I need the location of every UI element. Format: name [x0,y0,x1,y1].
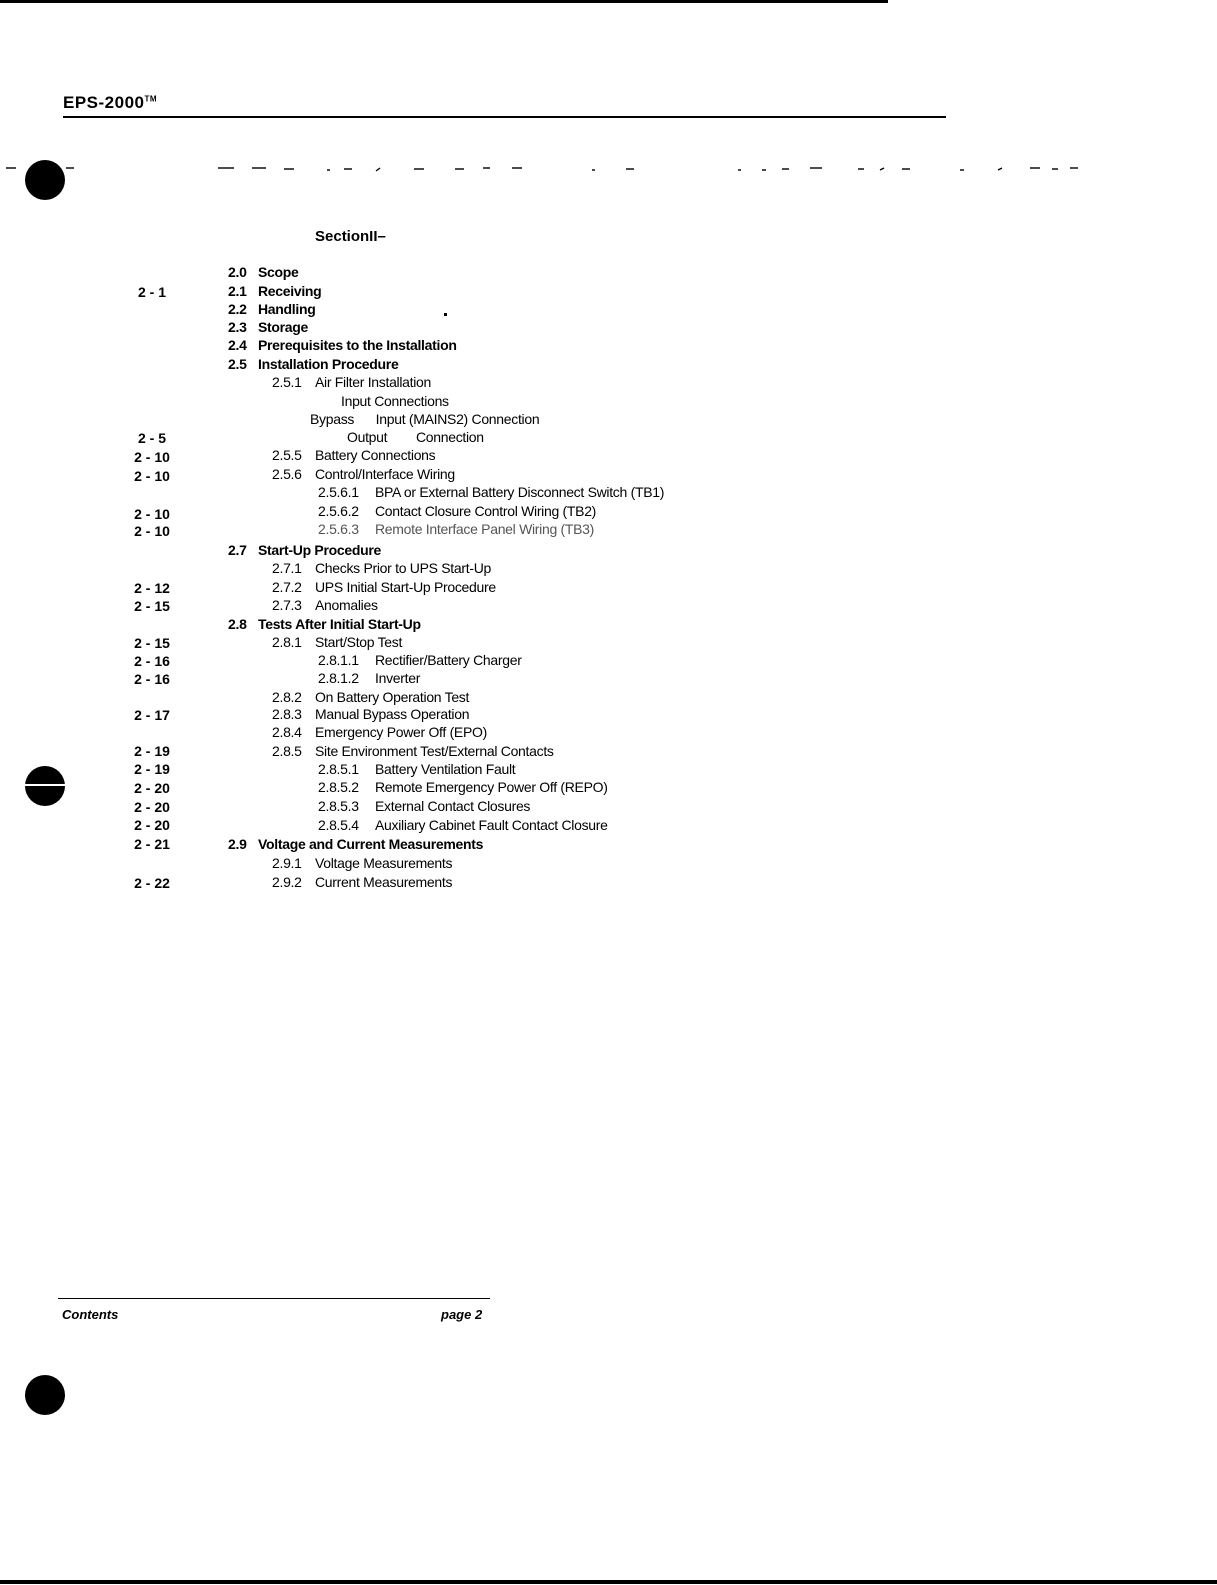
page-number: 2 - 10 [134,506,170,522]
page-number: 2 - 22 [134,875,170,891]
toc-entry: Input Connections [341,393,449,409]
trademark-mark: TM [144,94,158,104]
toc-entry: 2.3 Storage [228,319,309,335]
toc-entry: 2.7.3 Anomalies [272,597,378,613]
page-number: 2 - 20 [134,817,170,833]
document-title [63,93,157,113]
toc-entry: 2.8.5 Site Environment Test/External Contacts [272,743,554,759]
toc-entry: 2.8.1 Start/Stop Test [272,634,403,650]
toc-entry: 2.5.6 Control/Interface Wiring [272,466,455,482]
toc-entry: Output Connection [347,429,484,445]
toc-entry: 2.1 Receiving [228,283,322,299]
toc-entry: 2.8.2 On Battery Operation Test [272,689,470,705]
toc-entry: 2.5 Installation Procedure [228,356,399,372]
toc-entry: 2.5.6.3 Remote Interface Panel Wiring (TB3) [318,521,595,537]
toc-entry: 2.9 Voltage and Current Measurements [228,836,484,852]
page-number: 2 - 16 [134,671,170,687]
page-number: 2 - 5 [137,430,166,446]
toc-entry: 2.8 Tests After Initial Start-Up [228,616,421,632]
toc-entry: 2.7 Start-Up Procedure [228,542,381,558]
page-number: 2 - 20 [134,780,170,796]
toc-entry: 2.8.5.4 Auxiliary Cabinet Fault Contact Closure [318,817,608,833]
toc-entry: 2.5.1 Air Filter Installation [272,374,432,390]
toc-entry: 2.8.1.1 Rectifier/Battery Charger [318,652,522,668]
toc-entry: 2.8.1.2 Inverter [318,670,421,686]
page-number: 2 - 15 [134,598,170,614]
toc-entry: 2.0 Scope [228,264,299,280]
toc-entry: 2.8.4 Emergency Power Off (EPO) [272,724,487,740]
punch-hole-middle [25,766,65,806]
page-number: 2 - 10 [134,523,170,539]
page-number: 2 - 15 [134,635,170,651]
toc-entry: 2.4 Prerequisites to the Installation [228,337,457,353]
toc-entry: 2.2 Handling [228,301,316,317]
punch-hole-bottom [25,1375,65,1415]
page-number: 2 - 20 [134,799,170,815]
header-rule [63,116,946,118]
section-title: SectionII– [315,228,386,245]
toc-entry: 2.8.5.1 Battery Ventilation Fault [318,761,516,777]
toc-entry: 2.9.1 Voltage Measurements [272,855,453,871]
footer-section-label: Contents [62,1307,119,1322]
toc-entry: 2.8.5.2 Remote Emergency Power Off (REPO) [318,779,608,795]
page-number: 2 - 16 [134,653,170,669]
page-number: 2 - 21 [134,836,170,852]
top-rule [0,0,888,3]
scan-artifact-line [0,165,1217,175]
page-number: 2 - 12 [134,580,170,596]
page-number: 2 - 19 [134,743,170,759]
toc-entry: 2.9.2 Current Measurements [272,874,453,890]
toc-entry: 2.5.6.2 Contact Closure Control Wiring (TB2) [318,503,597,519]
toc-entry: 2.5.5 Battery Connections [272,447,436,463]
toc-entry: Bypass Input (MAINS2) Connection [310,411,540,427]
page-number: 2 - 10 [134,449,170,465]
toc-entry: 2.8.5.3 External Contact Closures [318,798,531,814]
toc-entry: 2.7.1 Checks Prior to UPS Start-Up [272,560,491,576]
page-number: 2 - 1 [137,284,166,300]
toc-entry: 2.8.3 Manual Bypass Operation [272,706,470,722]
page-number: 2 - 17 [134,707,170,723]
document-title-text: EPS-2000 [63,93,145,112]
toc-entry: 2.7.2 UPS Initial Start-Up Procedure [272,579,496,595]
stray-mark [444,313,447,316]
footer-page-label: page 2 [441,1307,483,1322]
page-number: 2 - 19 [134,761,170,777]
toc-entry: 2.5.6.1 BPA or External Battery Disconnect Switch (TB1) [318,484,665,500]
bottom-rule [0,1580,1217,1584]
footer-rule [58,1298,490,1299]
page-number: 2 - 10 [134,468,170,484]
